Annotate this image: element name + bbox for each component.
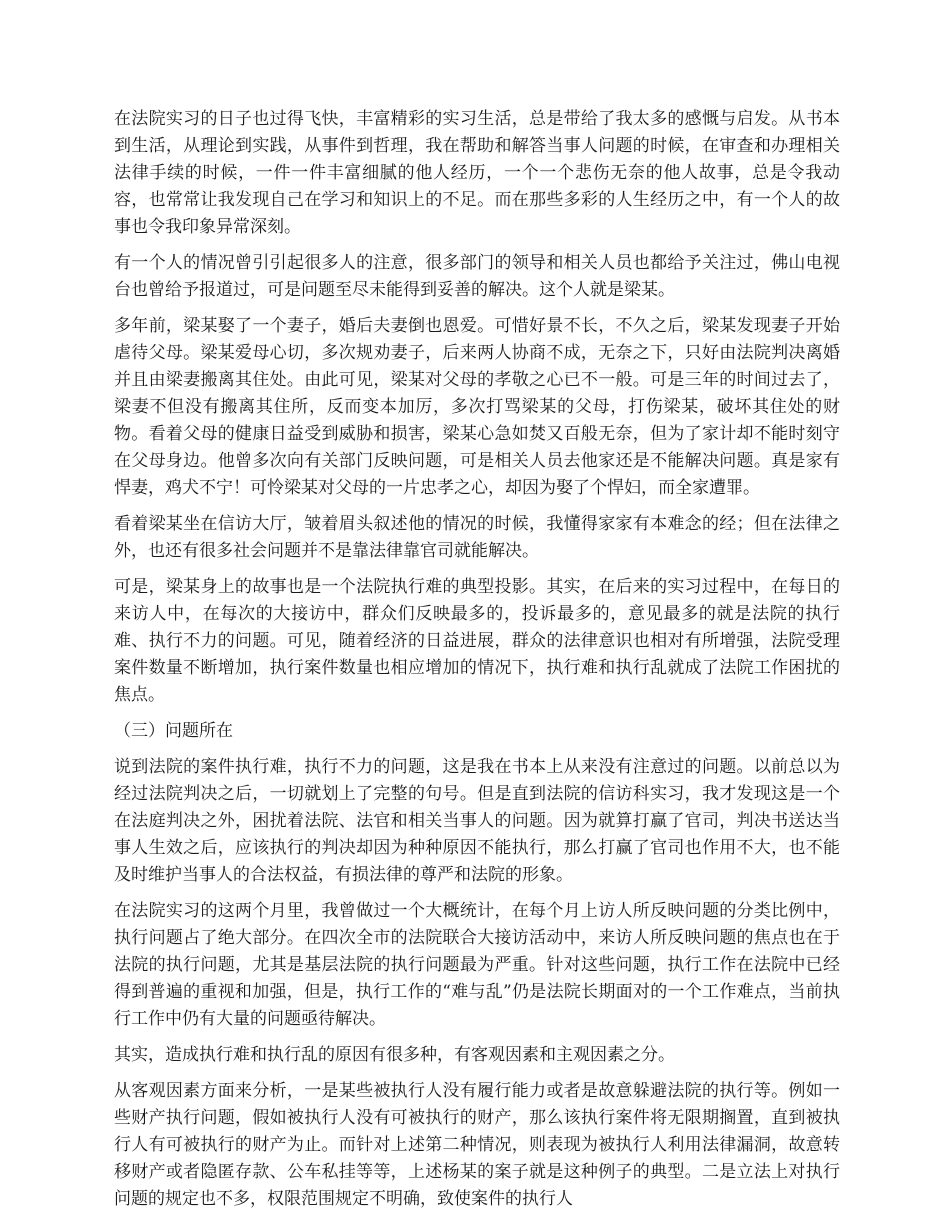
paragraph-5: 可是，梁某身上的故事也是一个法院执行难的典型投影。其实，在后来的实习过程中，在每日的来访人中，在每次的大接访中，群众们反映最多的，投诉最多的，意见最多的就是法院的执行难、执行不力的问题。可见，随着经济的日益进展，群众的法律意识也相对有所增强，法院受理案件数量不断增加，执行案件数量也相应增加的情况下，执行难和执行乱就成了法院工作困扰的焦点。 bbox=[114, 577, 840, 705]
paragraph-2: 有一个人的情况曾引引起很多人的注意，很多部门的领导和相关人员也都给予关注过，佛山电视台也曾给予报道过，可是问题至尽未能得到妥善的解决。这个人就是梁某。 bbox=[114, 253, 840, 300]
document-body bbox=[114, 106, 840, 1222]
paragraph-3: 多年前，梁某娶了一个妻子，婚后夫妻倒也恩爱。可惜好景不长，不久之后，梁某发现妻子开始虐待父母。梁某爱母心切，多次规劝妻子，后来两人协商不成，无奈之下，只好由法院判决离婚并且由梁妻搬离其住处。由此可见，梁某对父母的孝敬之心已不一般。可是三年的时间过去了，梁妻不但没有搬离其住所，反而变本加厉，多次打骂梁某的父母，打伤梁某，破坏其住处的财物。看着父母的健康日益受到威胁和损害，梁某心急如焚又百般无奈，但为了家计却不能时刻守在父母身边。他曾多次向有关部门反映问题，可是相关人员去他家还是不能解决问题。真是家有悍妻，鸡犬不宁！可怜梁某对父母的一片忠孝之心，却因为娶了个悍妇，而全家遭罪。 bbox=[114, 316, 840, 498]
paragraph-7: 在法院实习的这两个月里，我曾做过一个大概统计，在每个月上访人所反映问题的分类比例中，执行问题占了绝大部分。在四次全市的法院联合大接访活动中，来访人所反映问题的焦点也在于法院的执行问题，尤其是基层法院的执行问题最为严重。针对这些问题，执行工作在法院中已经得到普遍的重视和加强，但是，执行工作的“难与乱”仍是法院长期面对的一个工作难点，当前执行工作中仍有大量的问题亟待解决。 bbox=[114, 901, 840, 1029]
paragraph-4: 看着梁某坐在信访大厅，皱着眉头叙述他的情况的时候，我懂得家家有本难念的经；但在法律之外，也还有很多社会问题并不是靠法律靠官司就能解决。 bbox=[114, 514, 840, 561]
paragraph-1: 在法院实习的日子也过得飞快，丰富精彩的实习生活，总是带给了我太多的感慨与启发。从书本到生活，从理论到实践，从事件到哲理，我在帮助和解答当事人问题的时候，在审查和办理相关法律手续的时候，一件一件丰富细腻的他人经历，一个一个悲伤无奈的他人故事，总是令我动容，也常常让我发现自己在学习和知识上的不足。而在那些多彩的人生经历之中，有一个人的故事也令我印象异常深刻。 bbox=[114, 109, 840, 237]
paragraph-9: 从客观因素方面来分析，一是某些被执行人没有履行能力或者是故意躲避法院的执行等。例如一些财产执行问题，假如被执行人没有可被执行的财产，那么该执行案件将无限期搁置，直到被执行人有可被执行的财产为止。而针对上述第二种情况，则表现为被执行人利用法律漏洞，故意转移财产或者隐匿存款、公车私挂等等，上述杨某的案子就是这种例子的典型。二是立法上对执行问题的规定也不多，权限范围规定不明确，致使案件的执行人 bbox=[114, 1081, 840, 1209]
section-heading: （三）问题所在 bbox=[114, 721, 233, 741]
paragraph-8: 其实，造成执行难和执行乱的原因有很多种，有客观因素和主观因素之分。 bbox=[114, 1045, 675, 1065]
paragraph-6: 说到法院的案件执行难，执行不力的问题，这是我在书本上从来没有注意过的问题。以前总以为经过法院判决之后，一切就划上了完整的句号。但是直到法院的信访科实习，我才发现这是一个在法庭判决之外，困扰着法院、法官和相关当事人的问题。因为就算打赢了官司，判决书送达当事人生效之后，应该执行的判决却因为种种原因不能执行，那么打赢了官司也作用不大，也不能及时维护当事人的合法权益，有损法律的尊严和法院的形象。 bbox=[114, 757, 840, 885]
